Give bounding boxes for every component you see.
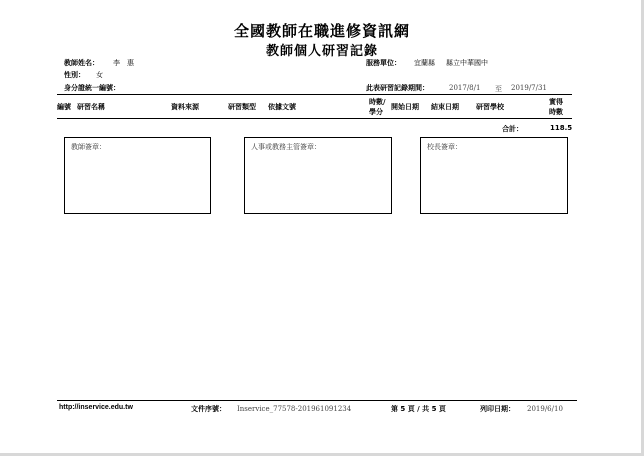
col-no: 編號 bbox=[57, 103, 71, 111]
col-school: 研習學校 bbox=[476, 103, 504, 111]
unit-county: 宜蘭縣 bbox=[414, 59, 435, 67]
total-value: 118.5 bbox=[550, 124, 573, 132]
period-to: 至 bbox=[495, 85, 502, 93]
col-name: 研習名稱 bbox=[77, 103, 105, 111]
footer-doc-no: Inservice_77578-201961091234 bbox=[237, 405, 352, 413]
col-hours-line1: 時數/ bbox=[369, 98, 386, 106]
footer-doc-no-label: 文件序號： bbox=[191, 405, 226, 413]
period-end: 2019/7/31 bbox=[511, 84, 547, 92]
col-earned-line1: 實得 bbox=[549, 98, 563, 106]
footer-rule bbox=[57, 400, 577, 401]
col-doc: 依據文號 bbox=[268, 103, 296, 111]
personnel-signature-label: 人事或教務主管簽章： bbox=[251, 143, 321, 151]
gender-label: 性別： bbox=[64, 71, 85, 79]
footer-print-date: 2019/6/10 bbox=[527, 405, 563, 413]
footer-print-date-label: 列印日期： bbox=[480, 405, 515, 413]
period-label: 此表研習記錄期間： bbox=[366, 84, 429, 92]
col-source: 資料來源 bbox=[171, 103, 199, 111]
col-type: 研習類型 bbox=[228, 103, 256, 111]
principal-signature-box bbox=[420, 137, 568, 214]
teacher-signature-box bbox=[64, 137, 211, 214]
footer-page-number: 第 5 頁 / 共 5 頁 bbox=[391, 405, 446, 413]
teacher-signature-label: 教師簽章： bbox=[71, 143, 106, 151]
period-start: 2017/8/1 bbox=[449, 84, 481, 92]
personnel-signature-box bbox=[244, 137, 392, 214]
unit-school: 縣立中華國中 bbox=[446, 59, 488, 67]
total-label: 合計： bbox=[502, 125, 523, 133]
principal-signature-label: 校長簽章： bbox=[427, 143, 462, 151]
col-start: 開始日期 bbox=[391, 103, 419, 111]
teacher-name-value: 李 惠 bbox=[113, 59, 134, 67]
id-label: 身分證統一編號： bbox=[64, 84, 120, 92]
col-earned-line2: 時數 bbox=[549, 108, 563, 116]
header-bottom-rule bbox=[57, 118, 572, 119]
col-hours-line2: 學分 bbox=[369, 108, 383, 116]
page-title: 全國教師在職進修資訊網 bbox=[233, 22, 410, 40]
col-end: 結束日期 bbox=[431, 103, 459, 111]
footer-url: http://inservice.edu.tw bbox=[59, 404, 133, 411]
unit-label: 服務單位： bbox=[366, 59, 401, 67]
gender-value: 女 bbox=[96, 71, 103, 79]
page-subtitle: 教師個人研習記錄 bbox=[265, 44, 378, 59]
header-top-rule bbox=[57, 94, 572, 95]
teacher-name-label: 教師姓名： bbox=[64, 59, 99, 67]
